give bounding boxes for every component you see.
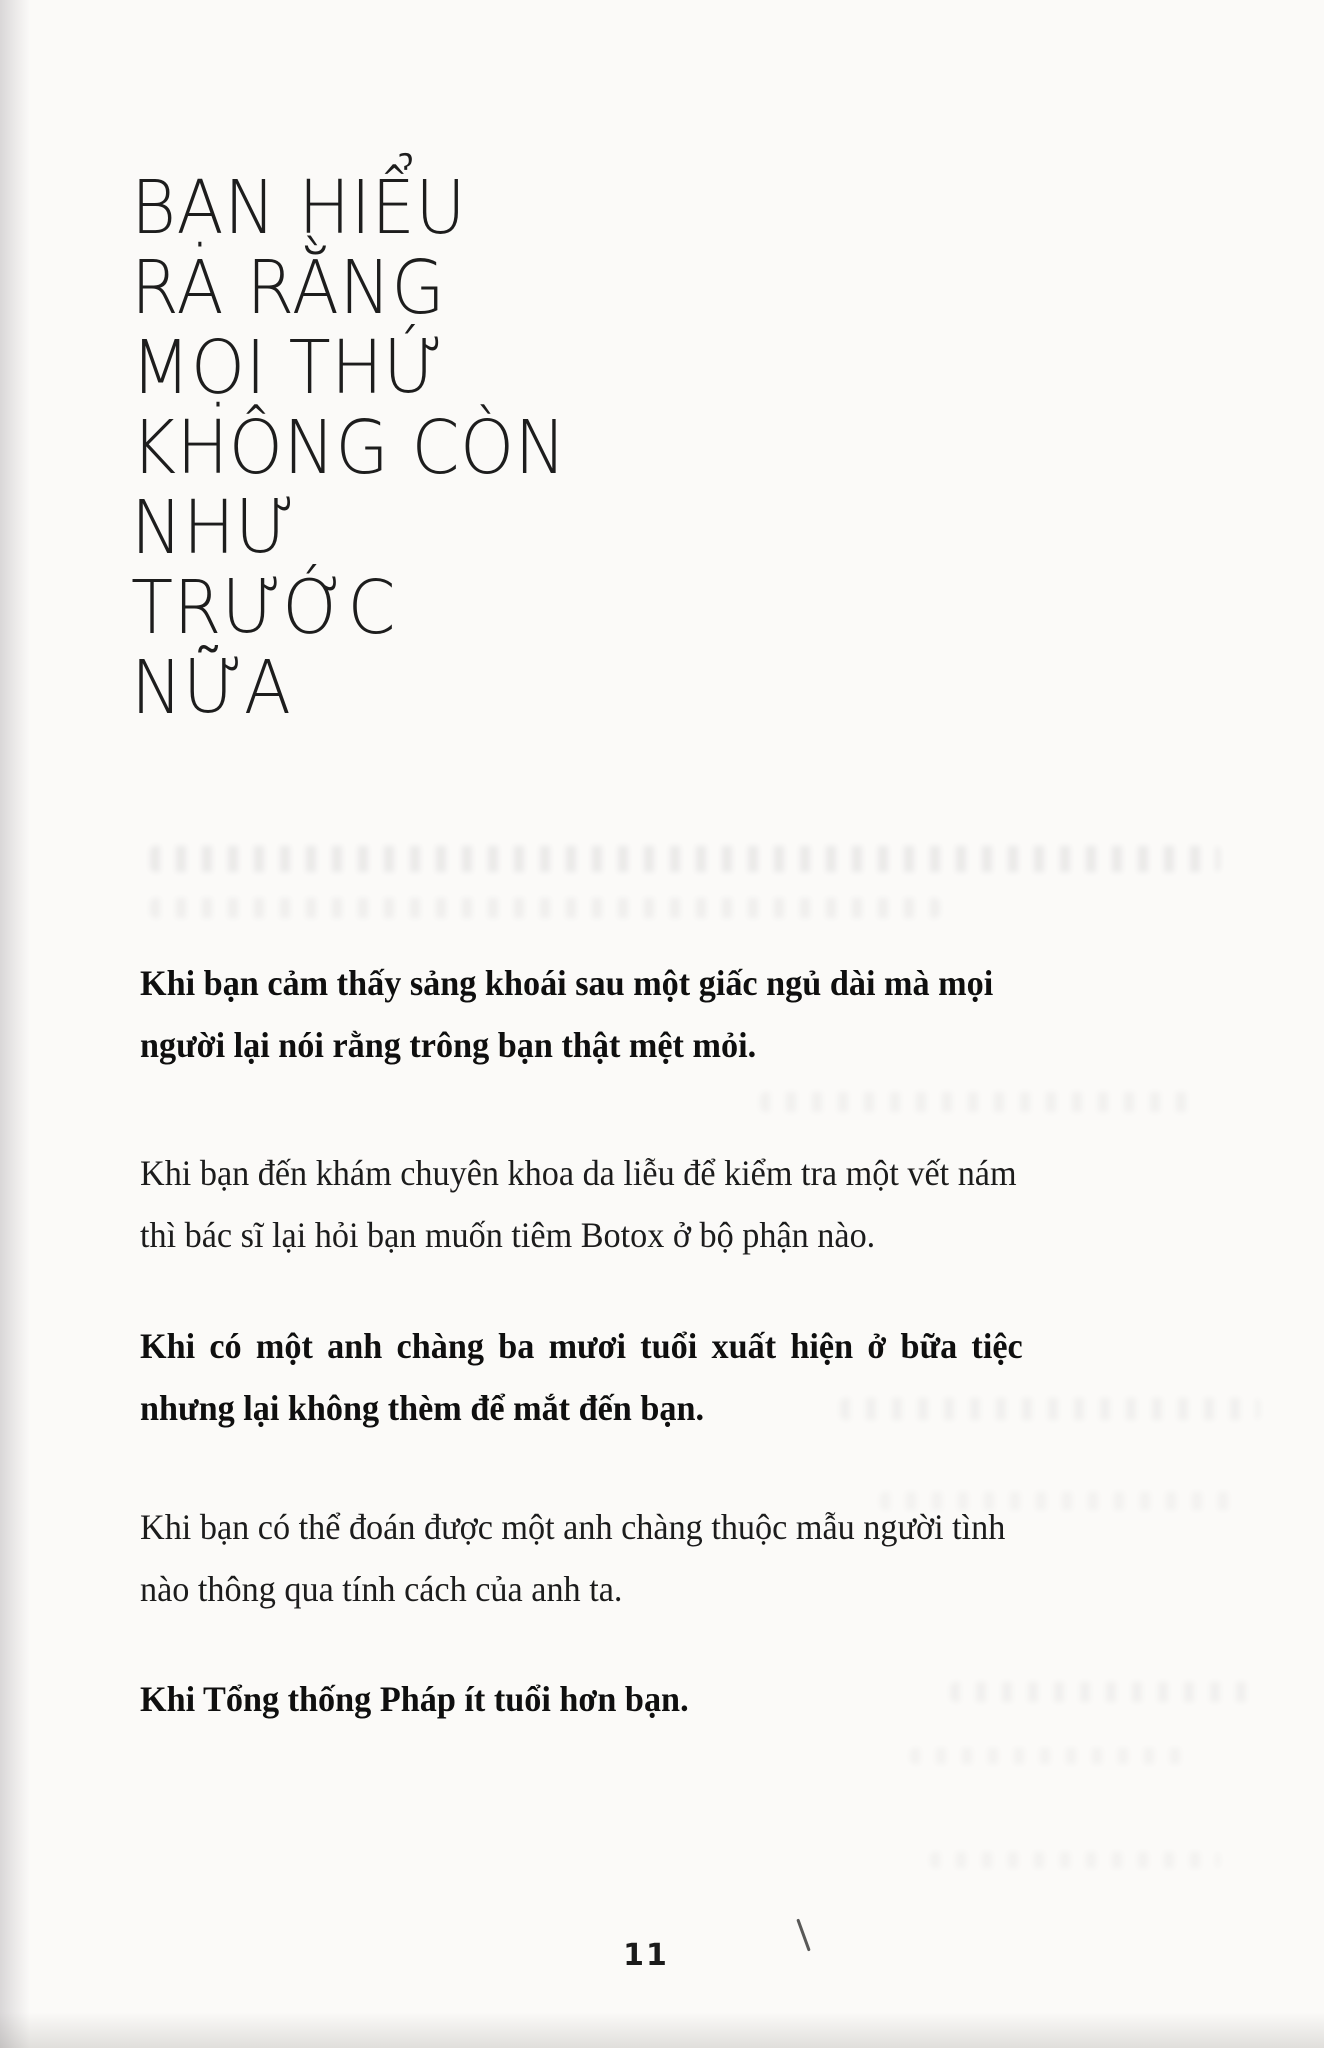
bleed-through-smudge: [760, 1092, 1190, 1112]
chapter-title-line: TRƯỚC: [131, 565, 397, 651]
chapter-title-line: NỮA: [131, 645, 292, 731]
body-line: nào thông qua tính cách của anh ta.: [140, 1569, 623, 1609]
body-line: người lại nói rằng trông bạn thật mệt mỏi.: [140, 1025, 757, 1065]
bleed-through-smudge: [910, 1748, 1190, 1764]
chapter-title-line: KHÔNG CÒN: [131, 405, 567, 491]
chapter-title: [131, 165, 599, 731]
page-number: 11: [623, 1938, 669, 1973]
body-line: Khi bạn đến khám chuyên khoa da liễu để kiểm tra một vết nám: [140, 1153, 1017, 1193]
page-bottom-shadow: [0, 2012, 1324, 2048]
bleed-through-smudge: [930, 1852, 1220, 1868]
paragraph: [140, 1496, 1051, 1620]
chapter-title-line: BẠN HIỂU: [131, 165, 467, 251]
chapter-title-line: RA RẰNG: [131, 245, 446, 331]
page-edge-shadow: [0, 0, 30, 2048]
paragraph: [140, 1668, 718, 1730]
paragraph: [140, 1315, 1069, 1439]
chapter-title-line: MỌI THỨ: [131, 325, 445, 411]
bleed-through-smudge: [150, 846, 1220, 872]
body-line: Khi bạn cảm thấy sảng khoái sau một giấc ngủ dài mà mọi: [140, 963, 994, 1003]
bleed-through-smudge: [150, 898, 940, 918]
body-line: Khi Tổng thống Pháp ít tuổi hơn bạn.: [140, 1679, 689, 1719]
paragraph: [140, 1142, 1063, 1266]
body-line: nhưng lại không thèm để mắt đến bạn.: [140, 1388, 705, 1428]
paragraph: [140, 952, 1038, 1076]
chapter-title-line: NHƯ: [131, 485, 297, 571]
body-line: thì bác sĩ lại hỏi bạn muốn tiêm Botox ở bộ phận nào.: [140, 1215, 876, 1255]
body-line: Khi có một anh chàng ba mươi tuổi xuất hiện ở bữa tiệc: [140, 1326, 1023, 1366]
body-line: Khi bạn có thể đoán được một anh chàng thuộc mẫu người tình: [140, 1507, 1006, 1547]
bleed-through-smudge: [950, 1682, 1250, 1702]
